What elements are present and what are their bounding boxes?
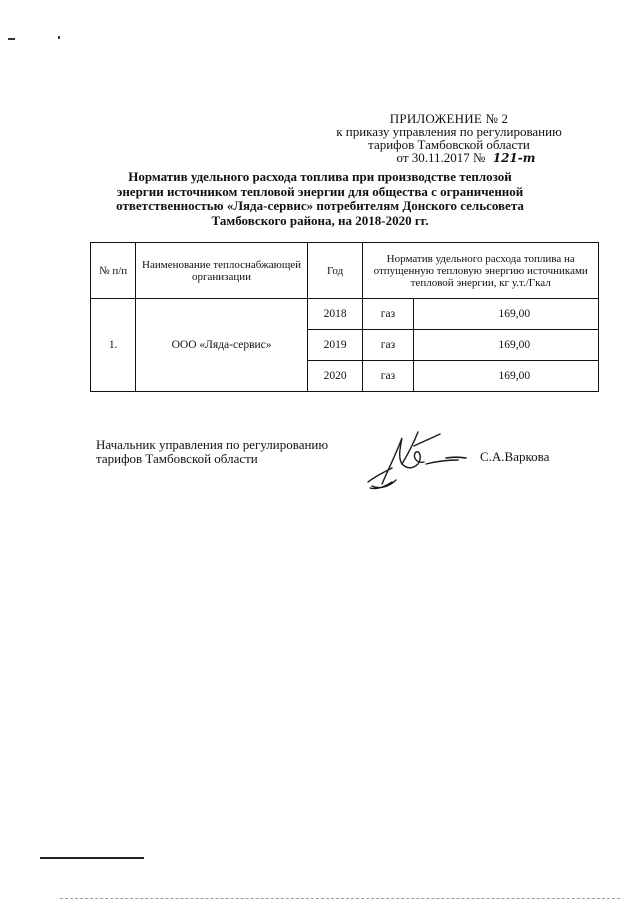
header-year: Год bbox=[307, 243, 363, 299]
appendix-date: от 30.11.2017 № bbox=[396, 150, 486, 165]
scan-mark bbox=[58, 36, 60, 39]
appendix-header bbox=[318, 112, 580, 165]
signatory-position bbox=[96, 438, 396, 465]
table-row bbox=[91, 299, 599, 330]
cell-year: 2018 bbox=[307, 299, 363, 330]
document-title bbox=[110, 170, 530, 228]
handwritten-signature bbox=[362, 424, 477, 494]
appendix-date-line bbox=[318, 151, 580, 165]
scan-edge bbox=[60, 898, 620, 899]
cell-year: 2020 bbox=[307, 361, 363, 392]
title-line: энергии источником тепловой энергии для общества с ограниченной bbox=[116, 183, 524, 199]
handwritten-order-number: 121-т bbox=[492, 151, 536, 165]
cell-organization: ООО «Лядa-сервис» bbox=[136, 299, 308, 392]
appendix-title: ПРИЛОЖЕНИЕ № 2 bbox=[389, 111, 509, 126]
cell-value: 169,00 bbox=[413, 299, 598, 330]
cell-value: 169,00 bbox=[413, 361, 598, 392]
appendix-authority: тарифов Тамбовской области bbox=[368, 137, 530, 152]
header-number: № п/п bbox=[91, 243, 136, 299]
title-line: Тамбовского района, на 2018-2020 гг. bbox=[211, 212, 429, 228]
signatory-position-line: Начальник управления по регулированию bbox=[96, 437, 329, 452]
cell-fuel: газ bbox=[363, 299, 413, 330]
header-norm: Норматив удельного расхода топлива на отпущенную тепловую энергию источниками тепловой энергии, кг у.т./Гкал bbox=[363, 243, 599, 299]
footnote-rule bbox=[40, 857, 144, 859]
signatory-position-line: тарифов Тамбовской области bbox=[96, 450, 258, 466]
signatory-name: С.А.Варкова bbox=[480, 449, 550, 464]
cell-fuel: газ bbox=[363, 361, 413, 392]
cell-year: 2019 bbox=[307, 330, 363, 361]
scan-mark bbox=[8, 38, 15, 40]
table-header-row bbox=[91, 243, 599, 299]
cell-value: 169,00 bbox=[413, 330, 598, 361]
title-line: ответственностью «Лядa-сервис» потребителям Донского сельсовета bbox=[116, 198, 524, 213]
appendix-order-ref: к приказу управления по регулированию bbox=[336, 124, 562, 139]
header-organization: Наименование теплоснабжающей организации bbox=[136, 243, 308, 299]
cell-row-number: 1. bbox=[91, 299, 136, 392]
title-line: Норматив удельного расхода топлива при производстве теплозой bbox=[128, 169, 512, 184]
cell-fuel: газ bbox=[363, 330, 413, 361]
norm-table bbox=[90, 242, 599, 392]
